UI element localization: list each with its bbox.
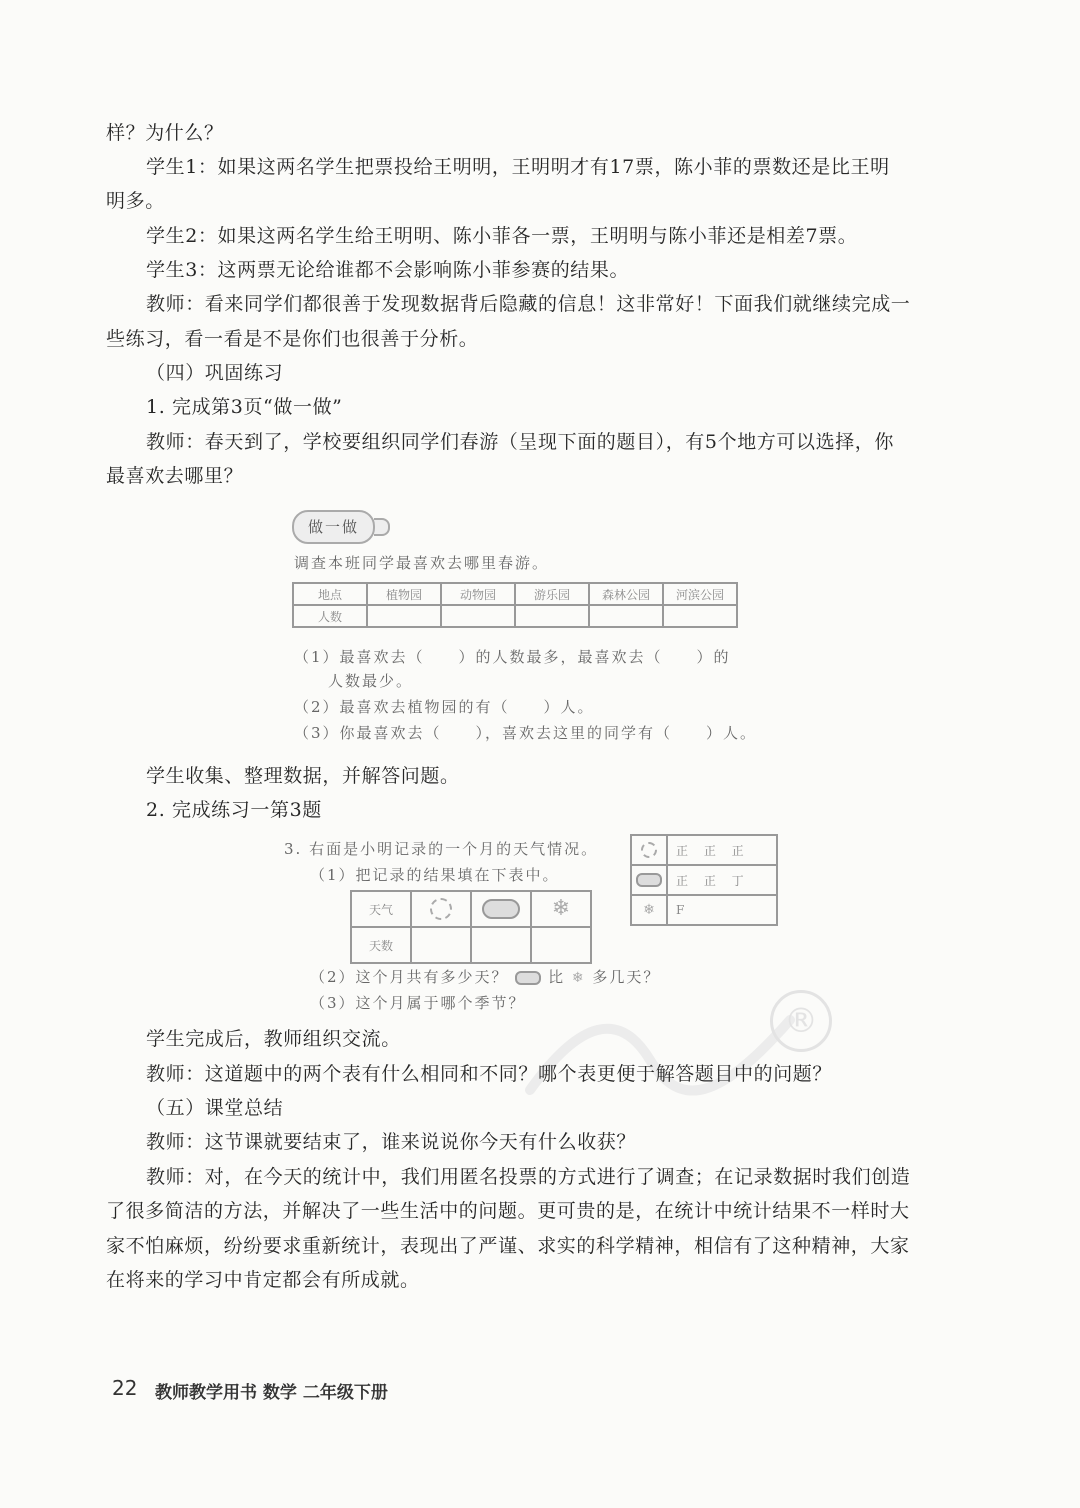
table-cell xyxy=(515,605,589,627)
exercise-figure-1 xyxy=(286,508,776,748)
table-row xyxy=(631,835,777,865)
exercise-badge: 做一做 xyxy=(292,510,375,544)
table-cell xyxy=(663,605,737,627)
table-cell xyxy=(411,891,471,927)
tally-cell: 正 正 丁 xyxy=(667,865,777,895)
weather-record-table xyxy=(630,834,778,926)
survey-table xyxy=(292,582,738,628)
question-text: 比 xyxy=(548,968,566,986)
question-text: （2）这个月共有多少天？ xyxy=(310,968,509,986)
table-cell: 游乐园 xyxy=(515,583,589,605)
text-line: 教师：对，在今天的统计中，我们用匿名投票的方式进行了调查；在记录数据时我们创造 xyxy=(146,1166,911,1188)
text-line: 了很多简洁的方法，并解决了一些生活中的问题。更可贵的是，在统计中统计结果不一样时大 xyxy=(106,1200,910,1222)
survey-prompt: 调查本班同学最喜欢去哪里春游。 xyxy=(294,554,550,572)
table-cell: 森林公园 xyxy=(589,583,663,605)
registered-mark-watermark: ® xyxy=(770,990,832,1052)
text-line: 教师：春天到了，学校要组织同学们春游（呈现下面的题目），有5个地方可以选择，你 xyxy=(146,431,894,453)
text-line: 学生完成后，教师组织交流。 xyxy=(146,1028,401,1050)
text-line: 学生收集、整理数据，并解答问题。 xyxy=(146,765,460,787)
question-3: （3）你最喜欢去（ ），喜欢去这里的同学有（ ）人。 xyxy=(294,724,758,742)
question-1: （1）最喜欢去（ ）的人数最多，最喜欢去（ ）的 xyxy=(294,648,731,666)
table-row xyxy=(351,891,591,927)
sunny-icon xyxy=(430,898,452,920)
book-title: 教师教学用书 数学 二年级下册 xyxy=(155,1383,388,1403)
snow-icon: ❄ xyxy=(571,970,586,986)
text-line: 教师：看来同学们都很善于发现数据背后隐藏的信息！这非常好！下面我们就继续完成一 xyxy=(146,293,911,315)
table-cell xyxy=(471,891,531,927)
text-line: 些练习，看一看是不是你们也很善于分析。 xyxy=(106,328,479,350)
table-cell xyxy=(631,835,667,865)
text-line: 家不怕麻烦，纷纷要求重新统计，表现出了严谨、求实的科学精神，相信有了这种精神，大家 xyxy=(106,1235,910,1257)
table-cell: 地点 xyxy=(293,583,367,605)
weather-question-title: 3. 右面是小明记录的一个月的天气情况。 xyxy=(284,840,599,858)
publisher-watermark-mark xyxy=(520,1000,800,1110)
table-cell xyxy=(441,605,515,627)
table-cell xyxy=(589,605,663,627)
weather-subquestion-2 xyxy=(310,966,660,987)
text-line: 样？为什么？ xyxy=(106,122,224,144)
table-cell: 动物园 xyxy=(441,583,515,605)
tally-cell: F xyxy=(667,895,777,925)
table-cell: 植物园 xyxy=(367,583,441,605)
cloudy-icon xyxy=(636,873,662,887)
table-cell xyxy=(471,927,531,963)
table-row xyxy=(293,605,737,627)
question-2: （2）最喜欢去植物园的有（ ）人。 xyxy=(294,698,595,716)
exercise-heading: 2. 完成练习一第3题 xyxy=(146,799,322,821)
weather-subquestion-3: （3）这个月属于哪个季节？ xyxy=(310,994,526,1012)
table-cell xyxy=(531,891,591,927)
question-text: 多几天？ xyxy=(592,968,661,986)
section-heading: （五）课堂总结 xyxy=(146,1097,284,1119)
text-line: 明多。 xyxy=(106,190,165,212)
table-cell xyxy=(631,895,667,925)
table-cell: 河滨公园 xyxy=(663,583,737,605)
tally-cell: 正 正 正 xyxy=(667,835,777,865)
text-line: 教师：这道题中的两个表有什么相同和不同？哪个表更便于解答题目中的问题？ xyxy=(146,1063,833,1085)
table-cell xyxy=(367,605,441,627)
section-heading: （四）巩固练习 xyxy=(146,362,284,384)
table-cell xyxy=(631,865,667,895)
text-line: 学生1：如果这两名学生把票投给王明明，王明明才有17票，陈小菲的票数还是比王明 xyxy=(146,156,890,178)
table-cell xyxy=(531,927,591,963)
table-row xyxy=(631,895,777,925)
snow-icon: ❄ xyxy=(551,896,571,921)
table-cell: 人数 xyxy=(293,605,367,627)
sunny-icon xyxy=(641,842,657,858)
question-1-cont: 人数最少。 xyxy=(328,672,414,690)
cloudy-icon xyxy=(515,971,541,985)
text-line: 最喜欢去哪里？ xyxy=(106,465,244,487)
table-row xyxy=(351,927,591,963)
table-row xyxy=(631,865,777,895)
table-cell xyxy=(411,927,471,963)
text-line: 教师：这节课就要结束了，谁来说说你今天有什么收获？ xyxy=(146,1131,637,1153)
table-cell: 天数 xyxy=(351,927,411,963)
snow-icon: ❄ xyxy=(643,902,655,918)
table-cell: 天气 xyxy=(351,891,411,927)
exercise-figure-2 xyxy=(280,830,780,1020)
weather-summary-table xyxy=(350,890,592,964)
table-row xyxy=(293,583,737,605)
text-line: 学生3：这两票无论给谁都不会影响陈小菲参赛的结果。 xyxy=(146,259,630,281)
badge-tail xyxy=(374,518,390,536)
exercise-heading: 1. 完成第3页“做一做” xyxy=(146,396,343,418)
text-line: 在将来的学习中肯定都会有所成就。 xyxy=(106,1269,420,1291)
weather-subquestion-1: （1）把记录的结果填在下表中。 xyxy=(310,866,560,884)
text-line: 学生2：如果这两名学生给王明明、陈小菲各一票，王明明与陈小菲还是相差7票。 xyxy=(146,225,858,247)
page-number: 22 xyxy=(112,1376,138,1400)
cloudy-icon xyxy=(482,899,520,919)
